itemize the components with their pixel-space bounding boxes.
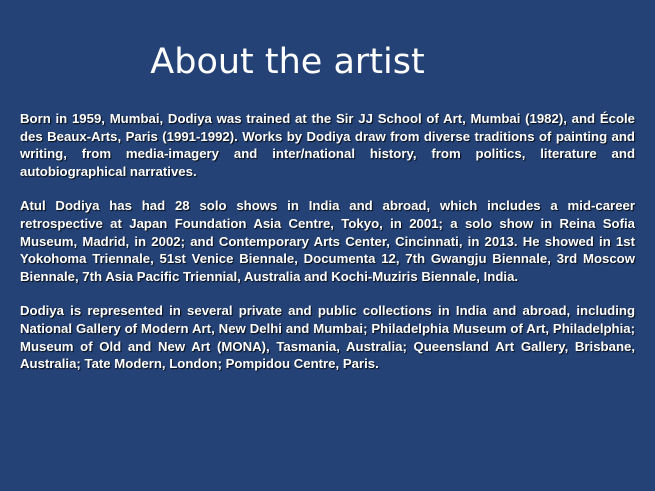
paragraph-exhibitions: Atul Dodiya has had 28 solo shows in India and abroad, which includes a mid-career retrospective at Japan Foundation Asia Centre, Tokyo, in 2001; a solo show in Reina Sofia Museum, Madrid, in 2002; and Contemporary Arts Center, Cincinnati, in 2013. He showed in 1st Yokohoma Triennale, 51st Venice Biennale, Documenta 12, 7th Gwangju Biennale, 3rd Moscow Biennale, 7th Asia Pacific Triennial, Australia and Kochi-Muziris Biennale, India. — [20, 198, 635, 284]
slide-body — [20, 110, 635, 390]
paragraph-collections: Dodiya is represented in several private and public collections in India and abroad, including National Gallery of Modern Art, New Delhi and Mumbai; Philadelphia Museum of Art, Philadelphia; Museum of Old and New Art (MONA), Tasmania, Australia; Queensland Art Gallery, Brisbane, Australia; Tate Modern, London; Pompidou Centre, Paris. — [20, 303, 635, 372]
paragraph-biography: Born in 1959, Mumbai, Dodiya was trained at the Sir JJ School of Art, Mumbai (1982), and École des Beaux-Arts, Paris (1991-1992). Works by Dodiya draw from diverse traditions of painting and writing, from media-imagery and inter/national history, from politics, literature and autobiographical narratives. — [20, 111, 635, 179]
slide-title: About the artist — [150, 42, 425, 82]
